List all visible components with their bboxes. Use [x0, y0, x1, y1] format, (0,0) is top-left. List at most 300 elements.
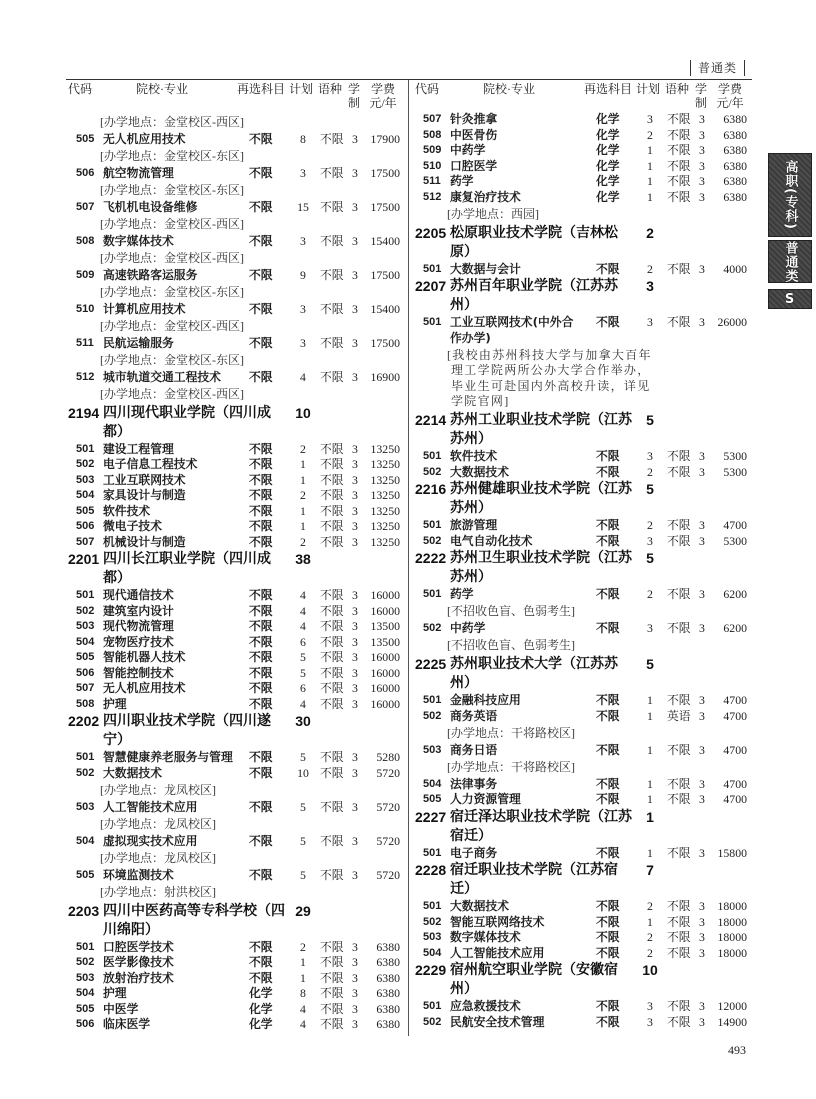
tuition-fee: 6380 — [376, 986, 400, 1000]
language: 不限 — [320, 472, 344, 487]
school-name-line: 苏州卫生职业技术学院（江苏 — [450, 550, 632, 566]
note-row — [68, 385, 401, 404]
required-subject: 不限 — [249, 503, 273, 518]
language: 不限 — [667, 914, 691, 929]
language: 英语 — [667, 708, 691, 723]
plan-count: 6 — [300, 634, 306, 649]
school-name — [103, 902, 285, 940]
major-name: 数字媒体技术 — [103, 233, 174, 248]
years-of-study: 3 — [699, 449, 705, 463]
language: 不限 — [320, 457, 344, 471]
school-name — [450, 277, 618, 315]
school-name-line: 四川中医药高等专科学校（四 — [103, 902, 285, 919]
major-row — [415, 621, 748, 637]
note-text: [办学地点：龙凤校区] — [100, 816, 216, 831]
plan-count: 4 — [300, 619, 306, 633]
required-subject: 不限 — [249, 335, 273, 350]
plan-count: 3 — [300, 165, 306, 180]
language: 不限 — [320, 165, 344, 180]
tuition-fee: 16000 — [370, 665, 400, 680]
major-code: 504 — [76, 987, 95, 999]
years-of-study: 3 — [352, 519, 358, 533]
tuition-fee: 18000 — [717, 899, 747, 913]
school-header — [415, 961, 748, 999]
tuition-fee: 4700 — [723, 742, 747, 757]
major-code: 502 — [423, 915, 442, 928]
major-row — [68, 971, 401, 987]
required-subject: 不限 — [249, 519, 273, 533]
tuition-fee: 13250 — [370, 472, 400, 487]
plan-count: 2 — [647, 930, 653, 944]
plan-count: 1 — [647, 792, 653, 806]
major-name: 智能机器人技术 — [103, 650, 186, 664]
major-row — [415, 174, 748, 190]
tuition-fee: 16000 — [370, 603, 400, 618]
school-code: 2201 — [68, 551, 100, 567]
language: 不限 — [320, 939, 344, 954]
language: 不限 — [320, 534, 344, 549]
school-name — [450, 808, 632, 846]
major-code: 504 — [76, 635, 95, 648]
header-fee: 元/年 — [369, 96, 397, 110]
language: 不限 — [667, 945, 691, 960]
school-name-line: 四川职业技术学院（四川遂 — [103, 713, 271, 729]
side-tab-level-label: 高职(专科) — [782, 160, 798, 230]
major-row — [415, 777, 748, 793]
major-name: 人力资源管理 — [450, 792, 521, 806]
plan-count: 2 — [300, 534, 306, 549]
major-row — [415, 693, 748, 709]
language: 不限 — [320, 369, 344, 384]
major-row — [68, 986, 401, 1002]
note-row — [68, 781, 401, 800]
note-text: [办学地点：金堂校区-西区] — [100, 250, 244, 265]
plan-count: 1 — [647, 742, 653, 757]
major-code: 507 — [76, 682, 95, 694]
major-name: 口腔医学 — [450, 158, 498, 173]
major-code: 505 — [76, 868, 95, 881]
major-code: 501 — [423, 316, 442, 328]
language: 不限 — [320, 233, 344, 248]
major-name: 建设工程管理 — [103, 441, 174, 456]
language: 不限 — [667, 776, 691, 791]
major-name: 微电子技术 — [103, 519, 162, 533]
school-plan-count: 7 — [646, 862, 654, 878]
major-name: 现代物流管理 — [103, 619, 174, 633]
years-of-study: 3 — [699, 127, 705, 142]
major-name: 机械设计与制造 — [103, 534, 186, 549]
note-text: [办学地点：龙凤校区] — [100, 782, 216, 797]
major-row — [68, 619, 401, 635]
major-name: 虚拟现实技术应用 — [103, 833, 198, 848]
school-code: 2225 — [415, 656, 447, 672]
major-name: 中医骨伤 — [450, 127, 498, 142]
plan-count: 5 — [300, 665, 306, 680]
school-name-line: 都） — [103, 570, 131, 586]
major-name: 电子商务 — [450, 845, 498, 860]
page-number: 493 — [728, 1043, 746, 1057]
language: 不限 — [667, 1014, 691, 1029]
school-name-line: 宿迁） — [450, 827, 492, 844]
major-code: 501 — [423, 588, 442, 600]
required-subject: 不限 — [249, 472, 273, 487]
major-code: 505 — [76, 504, 95, 517]
tuition-fee: 13250 — [370, 534, 400, 549]
plan-count: 4 — [300, 1017, 306, 1031]
major-row — [415, 587, 748, 603]
major-code: 501 — [76, 940, 95, 953]
years-of-study: 3 — [699, 930, 705, 944]
school-name-line: 苏州百年职业学院（江苏苏 — [450, 278, 618, 294]
years-of-study: 3 — [699, 533, 705, 548]
plan-count: 3 — [300, 233, 306, 248]
school-name-line: 宁） — [103, 732, 131, 748]
years-of-study: 3 — [699, 464, 705, 479]
note-row — [68, 283, 401, 302]
major-row — [68, 1017, 401, 1033]
school-name — [103, 712, 271, 750]
major-name: 旅游管理 — [450, 518, 498, 532]
major-code: 503 — [76, 971, 95, 984]
language: 不限 — [667, 189, 691, 204]
note-row — [68, 249, 401, 268]
header-years: 学 — [348, 82, 361, 96]
major-row — [415, 518, 748, 534]
years-of-study: 3 — [352, 1017, 358, 1031]
note-row — [415, 205, 748, 224]
note-text: [不招收色盲、色弱考生] — [447, 604, 575, 618]
school-code: 2222 — [415, 550, 447, 566]
required-subject: 不限 — [596, 533, 620, 548]
school-header — [415, 224, 748, 262]
school-header — [415, 411, 748, 449]
language: 不限 — [320, 955, 344, 969]
required-subject: 不限 — [596, 930, 620, 944]
tuition-fee: 18000 — [717, 945, 747, 960]
major-code: 502 — [423, 1015, 442, 1028]
school-name — [450, 411, 632, 449]
plan-count: 1 — [647, 708, 653, 723]
years-of-study: 3 — [699, 999, 705, 1013]
years-of-study: 3 — [699, 776, 705, 791]
major-row — [415, 899, 748, 915]
school-name-line: 苏州职业技术大学（江苏苏 — [450, 656, 618, 672]
major-row — [68, 370, 401, 386]
years-of-study: 3 — [352, 603, 358, 618]
major-name: 电子信息工程技术 — [103, 457, 198, 471]
plan-count: 4 — [300, 369, 306, 384]
years-of-study: 3 — [699, 112, 705, 126]
language: 不限 — [667, 999, 691, 1013]
plan-count: 2 — [300, 488, 306, 502]
required-subject: 不限 — [249, 301, 273, 316]
school-header — [68, 712, 401, 750]
note-row — [68, 351, 401, 370]
years-of-study: 3 — [352, 369, 358, 384]
required-subject: 不限 — [249, 750, 273, 764]
tuition-fee: 4700 — [723, 518, 747, 532]
major-name: 中医学 — [103, 1001, 139, 1016]
major-name: 智慧健康养老服务与管理 — [103, 750, 233, 764]
required-subject: 化学 — [596, 189, 620, 204]
language: 不限 — [667, 112, 691, 126]
major-name: 大数据技术 — [103, 765, 162, 780]
top-rule — [66, 79, 752, 80]
major-code: 504 — [423, 946, 442, 959]
major-name: 大数据技术 — [450, 464, 509, 479]
required-subject: 不限 — [249, 765, 273, 780]
years-of-study: 3 — [352, 1001, 358, 1016]
years-of-study: 3 — [352, 696, 358, 711]
language: 不限 — [320, 650, 344, 664]
major-row — [415, 930, 748, 946]
note-text: [办学地点：金堂校区-东区] — [100, 352, 244, 367]
required-subject: 不限 — [596, 792, 620, 806]
major-code: 508 — [423, 128, 442, 141]
tuition-fee: 6380 — [723, 189, 747, 204]
note-row — [415, 724, 748, 743]
header-years: 制 — [348, 96, 361, 110]
tuition-fee: 16900 — [370, 369, 400, 384]
school-name-line: 迁） — [450, 881, 478, 897]
note-row — [68, 815, 401, 834]
major-name: 医学影像技术 — [103, 955, 174, 969]
school-plan-count: 29 — [295, 902, 311, 919]
note-text: [我校由苏州科技大学与加拿大百年 — [447, 347, 652, 362]
school-name — [450, 549, 632, 587]
plan-count: 2 — [647, 899, 653, 913]
school-code: 2214 — [415, 412, 447, 428]
major-code: 501 — [423, 900, 442, 912]
tuition-fee: 17500 — [370, 199, 400, 214]
tuition-fee: 5300 — [723, 533, 747, 548]
school-header — [415, 549, 748, 587]
major-code: 502 — [76, 956, 95, 968]
years-of-study: 3 — [352, 650, 358, 664]
plan-count: 2 — [300, 939, 306, 954]
major-code: 502 — [423, 534, 442, 547]
major-code: 507 — [423, 113, 442, 125]
years-of-study: 3 — [352, 534, 358, 549]
major-code: 502 — [423, 709, 442, 722]
major-code: 506 — [76, 166, 95, 179]
column-header-left — [68, 82, 401, 112]
tuition-fee: 17500 — [370, 335, 400, 350]
tuition-fee: 4000 — [723, 261, 747, 276]
tuition-fee: 14900 — [717, 1014, 747, 1029]
years-of-study: 3 — [352, 131, 358, 146]
required-subject: 不限 — [249, 199, 273, 214]
required-subject: 不限 — [249, 665, 273, 680]
required-subject: 不限 — [596, 693, 620, 707]
required-subject: 不限 — [596, 587, 620, 601]
required-subject: 不限 — [596, 742, 620, 757]
header-subject: 再选科目 — [584, 82, 633, 96]
years-of-study: 3 — [352, 488, 358, 502]
plan-count: 8 — [300, 131, 306, 146]
major-name: 软件技术 — [103, 503, 151, 518]
language: 不限 — [667, 930, 691, 944]
language: 不限 — [320, 603, 344, 618]
school-name-line: 都） — [103, 423, 131, 440]
language: 不限 — [320, 619, 344, 633]
tuition-fee: 13250 — [370, 457, 400, 471]
tuition-fee: 6200 — [723, 621, 747, 635]
note-row — [68, 215, 401, 234]
plan-count: 1 — [300, 955, 306, 969]
tuition-fee: 6380 — [723, 174, 747, 188]
tuition-fee: 15400 — [370, 233, 400, 248]
school-name-line: 松原职业技术学院（吉林松 — [450, 224, 618, 241]
required-subject: 不限 — [596, 449, 620, 463]
header-school-major: 院校·专业 — [136, 82, 188, 96]
major-name: 金融科技应用 — [450, 693, 521, 707]
years-of-study: 3 — [699, 158, 705, 173]
plan-count: 8 — [300, 986, 306, 1000]
major-name: 无人机应用技术 — [103, 131, 186, 146]
major-row — [415, 792, 748, 808]
note-text: [办学地点：射洪校区] — [100, 884, 216, 899]
major-row — [415, 1015, 748, 1031]
major-name: 药学 — [450, 587, 474, 601]
note-row — [68, 181, 401, 200]
tuition-fee: 5300 — [723, 464, 747, 479]
school-plan-count: 5 — [646, 656, 654, 672]
school-code: 2229 — [415, 962, 447, 978]
required-subject: 不限 — [249, 799, 273, 814]
major-name: 大数据技术 — [450, 899, 509, 913]
required-subject: 不限 — [249, 955, 273, 969]
language: 不限 — [667, 174, 691, 188]
major-name: 电气自动化技术 — [450, 533, 533, 548]
plan-count: 4 — [300, 696, 306, 711]
major-name: 商务英语 — [450, 708, 498, 723]
major-name: 无人机应用技术 — [103, 681, 186, 695]
major-code: 505 — [76, 132, 95, 145]
tuition-fee: 17500 — [370, 165, 400, 180]
required-subject: 不限 — [249, 588, 273, 602]
years-of-study: 3 — [352, 301, 358, 316]
school-plan-count: 5 — [646, 412, 654, 428]
major-name: 临床医学 — [103, 1017, 151, 1031]
required-subject: 化学 — [596, 158, 620, 173]
note-text: [办学地点：龙凤校区] — [100, 850, 216, 865]
major-code: 510 — [76, 302, 95, 315]
language: 不限 — [320, 301, 344, 316]
major-name: 工业互联网技术 — [103, 472, 186, 487]
major-code: 511 — [423, 175, 441, 187]
required-subject: 化学 — [249, 1017, 273, 1031]
school-code: 2207 — [415, 278, 447, 294]
language: 不限 — [667, 621, 691, 635]
plan-count: 1 — [647, 174, 653, 188]
major-row — [68, 588, 401, 604]
school-plan-count: 1 — [646, 808, 654, 825]
major-code: 503 — [423, 931, 442, 943]
language: 不限 — [320, 588, 344, 602]
years-of-study: 3 — [352, 799, 358, 814]
column-header-right — [415, 82, 748, 112]
major-name: 软件技术 — [450, 449, 498, 463]
language: 不限 — [320, 867, 344, 882]
required-subject: 不限 — [249, 833, 273, 848]
required-subject: 不限 — [249, 970, 273, 985]
major-code: 509 — [423, 144, 442, 156]
major-name: 高速铁路客运服务 — [103, 267, 198, 282]
years-of-study: 3 — [352, 867, 358, 882]
major-row — [68, 800, 401, 816]
major-row — [415, 315, 748, 346]
school-name-line: 苏州） — [450, 431, 492, 447]
school-code: 2205 — [415, 224, 447, 241]
major-name: 飞机机电设备维修 — [103, 199, 198, 214]
required-subject: 不限 — [596, 708, 620, 723]
major-row — [68, 834, 401, 850]
major-row — [415, 915, 748, 931]
required-subject: 不限 — [249, 867, 273, 882]
plan-count: 4 — [300, 1001, 306, 1016]
major-name: 人工智能技术应用 — [450, 945, 545, 960]
language: 不限 — [320, 1017, 344, 1031]
school-name-line: 州） — [450, 981, 478, 997]
major-row — [68, 604, 401, 620]
language: 不限 — [320, 519, 344, 533]
major-row — [68, 166, 401, 182]
header-years: 学 — [695, 82, 708, 96]
tuition-fee: 13500 — [370, 619, 400, 633]
plan-count: 1 — [300, 457, 306, 471]
tuition-fee: 5720 — [376, 765, 400, 780]
tuition-fee: 13250 — [370, 503, 400, 518]
school-code: 2194 — [68, 404, 100, 421]
required-subject: 不限 — [596, 315, 620, 329]
required-subject: 不限 — [596, 464, 620, 479]
years-of-study: 3 — [699, 621, 705, 635]
major-name: 人工智能技术应用 — [103, 799, 198, 814]
major-code: 501 — [423, 519, 442, 531]
school-plan-count: 30 — [295, 713, 311, 729]
major-row — [68, 302, 401, 318]
major-row — [415, 946, 748, 962]
years-of-study: 3 — [352, 970, 358, 985]
major-code: 502 — [423, 465, 442, 478]
major-row — [68, 697, 401, 713]
tuition-fee: 12000 — [717, 999, 747, 1013]
major-row — [415, 159, 748, 175]
plan-count: 2 — [647, 587, 653, 601]
school-name-line: 宿迁泽达职业技术学院（江苏 — [450, 808, 632, 825]
header-fee: 学费 — [717, 82, 742, 96]
years-of-study: 3 — [699, 845, 705, 860]
language: 不限 — [320, 1001, 344, 1016]
major-code: 510 — [423, 159, 442, 172]
years-of-study: 3 — [352, 750, 358, 764]
note-row — [68, 317, 401, 336]
major-name: 口腔医学技术 — [103, 939, 174, 954]
plan-count: 4 — [300, 603, 306, 618]
major-code: 507 — [76, 200, 95, 213]
header-plan: 计划 — [636, 82, 661, 96]
major-name: 民航运输服务 — [103, 335, 174, 350]
required-subject: 不限 — [249, 650, 273, 664]
language: 不限 — [667, 464, 691, 479]
years-of-study: 3 — [699, 261, 705, 276]
required-subject: 不限 — [596, 518, 620, 532]
plan-count: 4 — [300, 588, 306, 602]
note-text: [办学地点：西园] — [447, 206, 539, 221]
language: 不限 — [667, 899, 691, 913]
required-subject: 不限 — [249, 267, 273, 282]
